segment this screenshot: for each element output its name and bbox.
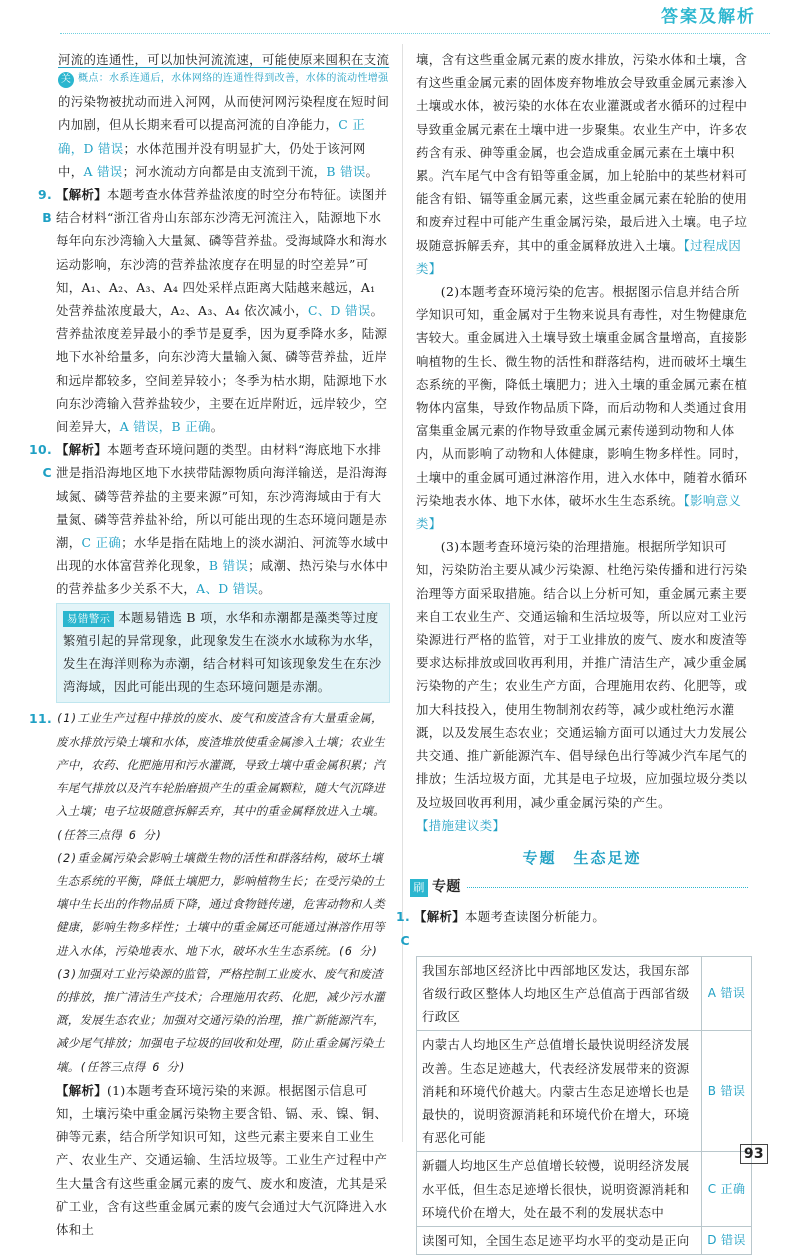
table-row: [417, 1152, 752, 1227]
key-point-text: 概点：水系连通后，水体网络的连通性得到改善，水体的流动性增强: [78, 73, 389, 85]
right-column: [395, 48, 748, 1255]
q11-explanation-cont-2: (2)本题考查环境污染的危害。根据图示信息并结合所学知识可知，重金属对于生物来说具有毒性，对生物健康危害较大。重金属进入土壤导致土壤重金属含量增高，直接影响植物的生长、微生物的活性和群落结构，进而破坏土壤生态系统的平衡，降低土壤肥力；进入土壤的重金属元素在植物体内富集，导致作物品质下降，而后动物和人类通过食用富集重金属元素的作物导致重金属元素传递到动物和人体内，从而影响了动物和人体健康，影响生物多样性。同时，土壤中的重金属可通过淋溶作用，进入水体中，随着水循环污染地表水体、地下水体，破坏水生生态系统。【影响意义类】: [416, 284, 748, 532]
answer-judgement: C 正确，D 错误: [58, 117, 366, 156]
table-cell-result: C 正确: [702, 1152, 752, 1227]
subsection-rule: [467, 887, 748, 888]
analysis-tag: 【解析】: [56, 1082, 107, 1098]
key-point-note: [58, 72, 390, 88]
analysis-table: [416, 956, 752, 1255]
q8-body: 的污染物被扰动而进入河网，从而使河网污染程度在短时间内加剧，但从长期来看可以提高河流的自净能力，C 正确，D 错误；水体范围并没有明显扩大，仍处于该河网中，A 错误；河水流动方向都是由支流到干流，B 错误。: [58, 94, 390, 179]
analysis-tag: 【解析】: [56, 442, 107, 458]
answer-judgement: B 错误: [208, 558, 249, 574]
table-cell-result: A 错误: [702, 956, 752, 1031]
analysis-tag: 【解析】: [414, 909, 465, 925]
underlined-phrase: 河流的连通性，可以加快河流流速，可能使原来囤积在支流: [58, 52, 390, 67]
table-cell-text: 内蒙古人均地区生产总值增长最快说明经济发展改善。生态足迹越大，代表经济发展带来的资源消耗和环境代价越大。内蒙古生态足迹增长也是最快的，说明资源消耗和环境代价在增大，环境有恶化可能: [417, 1031, 702, 1152]
header-title: 答案及解析: [661, 7, 756, 27]
header-rule: [60, 33, 770, 34]
category-tag: 【影响意义类】: [416, 492, 742, 532]
table-row: [417, 956, 752, 1031]
topic-question-1: 1. C 【解析】本题考查读图分析能力。: [416, 905, 748, 951]
answer-judgement: A 错误，B 正确: [119, 419, 211, 435]
subsection-bar: [410, 876, 748, 899]
mistake-warning-box: [56, 603, 390, 704]
question-number: 10. C: [29, 442, 52, 481]
answer-judgement: B 错误: [326, 163, 366, 179]
question-number: 11.: [29, 711, 52, 727]
answer-judgement: A 错误: [83, 163, 123, 179]
left-column: [29, 48, 390, 1241]
table-row: [417, 1226, 752, 1254]
table-cell-text: 读图可知，全国生态足迹平均水平的变动是正向: [417, 1226, 702, 1254]
column-divider: [402, 44, 403, 1142]
table-row: [417, 1031, 752, 1152]
brush-badge-icon: 刷: [410, 879, 428, 897]
section-title: 专题 生态足迹: [522, 848, 642, 867]
q11-explanation-cont-1: 壤，含有这些重金属元素的废水排放，污染水体和土壤，含有这些重金属元素的固体废弃物堆放会导致重金属元素渗入土壤或水体，被污染的水体在农业灌溉或者水循环的过程中导致重金属元素在土壤中进一步聚集。农业生产中，许多农药含有汞、砷等重金属，也会造成重金属元素在土壤中积累。汽车尾气中含有铅等重金属，加上轮胎中的某些材料可能含有铅、镉等重金属元素，这些重金属元素在轮胎的使用和废弃过程中可能产生重金属污染，最后进入土壤。电子垃圾随意拆解丢弃，其中的重金属释放进入土壤。【过程成因类】: [416, 52, 748, 276]
question-11: [29, 707, 390, 1241]
table-cell-result: D 错误: [702, 1226, 752, 1254]
question-9: 9. B 【解析】本题考查水体营养盐浓度的时空分布特征。读图并结合材料“浙江省舟山东部东沙湾无河流注入，陆源地下水每年向东沙湾输入大量氮、磷等营养盐。受海域降水和海水运动影响，东沙湾的营养盐浓度存在明显的时空差异”可知，A₁、A₂、A₃、A₄ 四处采样点距离大陆越来越远，A₁ 处营养盐浓度最大，A₂、A₃、A₄ 依次减小，C、D 错误。营养盐浓度差异最小的季节是夏季，因为夏季降水多，陆源地下水补给量多，向东沙湾大量输入氮、磷等营养盐，近岸和远岸都较多，空间差异较小；冬季为枯水期，陆源地下水向东沙湾输入营养盐较少，主要在近岸附近，远岸较少，空间差异大，A 错误，B 正确。: [58, 183, 390, 438]
q11-explanation-cont-3: (3)本题考查环境污染的治理措施。根据所学知识可知，污染防治主要从减少污染源、杜绝污染传播和进行污染治理等方面采取措施。结合以上分析可知，重金属元素主要来自工农业生产、交通运输和生活垃圾等，所以应对工业污染源进行严格的监管，对于工业排放的废气、废水和废渣等要求达标排放或回收再利用，并推广清洁生产，减少重金属污染物的产生；农业生产方面，合理施用农药、化肥等，或加大科技投入，使用生物制剂农药等，减少或杜绝污水灌溉，以及发展生态农业；交通运输方面可以通过大力发展公共交通、推广新能源汽车、倡导绿色出行等减少汽车尾气的排放；生活垃圾方面，尤其是电子垃圾，应加强垃圾分类以及垃圾回收再利用，减少重金属污染的产生。【措施建议类】: [416, 539, 748, 833]
table-cell-result: B 错误: [702, 1031, 752, 1152]
page-header: [0, 0, 800, 44]
answer-judgement: A、D 错误: [196, 581, 259, 597]
answer-judgement: C 正确: [81, 535, 122, 551]
question-10: 10. C 【解析】本题考查环境问题的类型。由材料“海底地下水排泄是指沿海地区地下水挟带陆源物质向海洋输送，是沿海海域氮、磷等营养盐的主要来源”可知，东沙湾海域由于有大量氮、磷等营养盐补给，所以可能出现的生态环境问题是赤潮，C 正确；水华是指在陆地上的淡水湖泊、河流等水域中出现的水体富营养化现象，B 错误；咸潮、热污染与水体中的营养盐多少关系不大，A、D 错误。 易错警示 本题易错选 B 项，水华和赤潮都是藻类等过度繁殖引起的异常现象，此现象发生在淡水水域称为水华，发生在海洋则称为赤潮，结合材料可知该现象发生在东沙湾海域，因此可能出现的生态环境问题是赤潮。: [58, 438, 390, 707]
key-point-icon: 关: [58, 72, 74, 88]
answer-judgement: C、D 错误: [307, 303, 371, 319]
q11-answer-3: (3)加强对工业污染源的监管，严格控制工业废水、废气和废渣的排放，推广清洁生产技术；合理施用农药、化肥，减少污水灌溉，发展生态农业；加强对交通污染的治理，推广新能源汽车，减少尾气排放；加强电子垃圾的回收和处理，防止重金属污染土壤。(任答三点得 6 分): [56, 966, 385, 1074]
analysis-tag: 【解析】: [56, 187, 107, 203]
q11-explanation: 【解析】(1)本题考查环境污染的来源。根据图示信息可知，土壤污染中重金属污染物主要含铅、镉、汞、镍、铜、砷等元素，结合所学知识可知，这些元素主要来自工业生产、农业生产、交通运输、生活垃圾等。工业生产过程中产生大量含有这些重金属元素的废气、废水和废渣，尤其是采矿工业，含有这些重金属元素的废气会通过大气沉降进入水体和土: [56, 1082, 388, 1237]
category-tag: 【过程成因类】: [416, 237, 742, 276]
question-number: 1. C: [395, 909, 410, 948]
subsection-label: 专题: [432, 879, 461, 896]
table-cell-text: 新疆人均地区生产总值增长较慢，说明经济发展水平低，但生态足迹增长很快，说明资源消耗和环境代价在增大，处在最不利的发展状态中: [417, 1152, 702, 1227]
mistake-warning-tag: 易错警示: [63, 611, 114, 627]
category-tag: 【措施建议类】: [416, 817, 506, 833]
q11-answer-2: (2)重金属污染会影响土壤微生物的活性和群落结构，破坏土壤生态系统的平衡，降低土壤肥力，影响植物生长；在受污染的土壤中生长出的作物品质下降，通过食物链传递，危害动物和人类健康，影响生物多样性；土壤中的重金属还可能通过淋溶作用等进入水体，污染地表水、地下水，破坏水生生态系统。(6 分): [56, 850, 385, 958]
page-number: 93: [740, 1144, 768, 1164]
q11-answer-1: (1)工业生产过程中排放的废水、废气和废渣含有大量重金属，废水排放污染土壤和水体，废渣堆放使重金属渗入土壤；农业生产中，农药、化肥施用和污水灌溉，导致土壤中重金属积累；汽车尾气排放以及汽车轮胎磨损产生的重金属颗粒，随大气沉降进入土壤；电子垃圾随意拆解丢弃，其中的重金属释放进入土壤。(任答三点得 6 分): [56, 711, 385, 842]
question-number: 9. B: [37, 187, 52, 226]
mistake-warning-text: 本题易错选 B 项，水华和赤潮都是藻类等过度繁殖引起的异常现象，此现象发生在淡水水域称为水华，发生在海洋则称为赤潮，结合材料可知该现象发生在东沙湾海域，因此可能出现的生态环境问题是赤潮。: [63, 609, 382, 695]
q8-continuation: [58, 48, 390, 71]
table-cell-text: 我国东部地区经济比中西部地区发达，我国东部省级行政区整体人均地区生产总值高于西部省级行政区: [417, 956, 702, 1031]
